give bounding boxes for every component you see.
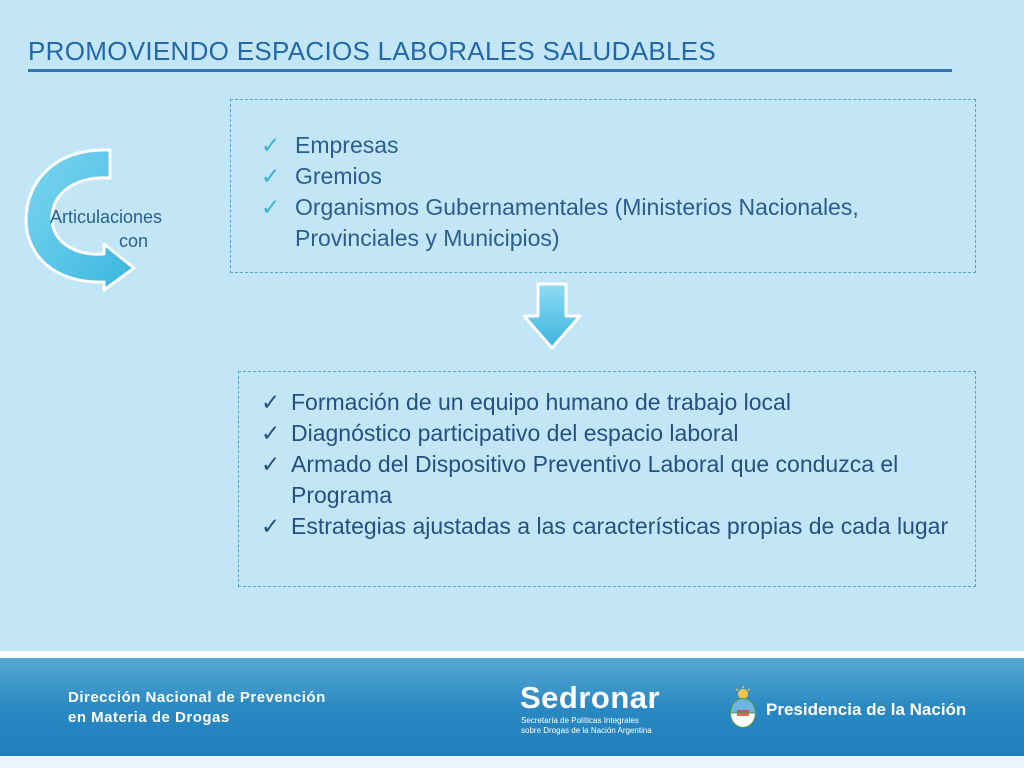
list-item [259,387,981,418]
list-item-text: Organismos Gubernamentales (Ministerios Nacionales, Provinciales y Municipios) [295,194,859,251]
dnp-line1: Dirección Nacional de Prevención [68,689,326,706]
list-item [259,130,959,161]
sedronar-subtitle [521,716,652,736]
list-item-text: Diagnóstico participativo del espacio laboral [291,420,739,446]
footer-bottom-strip [0,756,1024,768]
check-icon: ✓ [261,451,281,477]
title-underline [28,69,952,72]
check-icon: ✓ [261,194,281,220]
articulations-box [230,99,976,273]
articulations-list [259,130,959,254]
sedronar-logo: Sedronar [520,680,661,715]
argentina-emblem-icon [727,686,759,730]
check-icon: ✓ [261,513,281,539]
list-item [259,192,959,254]
list-item [259,449,981,511]
sedronar-sub1: Secretaría de Políticas Integrales [521,716,639,725]
presidencia-logo-text: Presidencia de la Nación [766,700,967,719]
list-item [259,161,959,192]
check-icon: ✓ [261,163,281,189]
sedronar-sub2: sobre Drogas de la Nación Argentina [521,726,652,735]
list-item-text: Estrategias ajustadas a las características propias de cada lugar [291,513,949,539]
articulaciones-line2: con [119,231,149,251]
list-item-text: Armado del Dispositivo Preventivo Laboral que conduzca el Programa [291,451,899,508]
check-icon: ✓ [261,420,281,446]
list-item [259,511,981,542]
page-title: PROMOVIENDO ESPACIOS LABORALES SALUDABLES [28,36,717,66]
actions-list [259,387,981,542]
articulaciones-line1: Articulaciones [50,207,163,227]
articulaciones-label [50,205,195,253]
check-icon: ✓ [261,132,281,158]
list-item-text: Empresas [295,132,399,158]
dnp-line2: en Materia de Drogas [68,709,230,726]
list-item-text: Gremios [295,163,382,189]
down-arrow-icon [522,282,582,350]
check-icon: ✓ [261,389,281,415]
list-item-text: Formación de un equipo humano de trabajo local [291,389,791,415]
actions-box [238,371,976,587]
footer-divider [0,651,1024,658]
dnp-logo-text [68,688,326,728]
list-item [259,418,981,449]
